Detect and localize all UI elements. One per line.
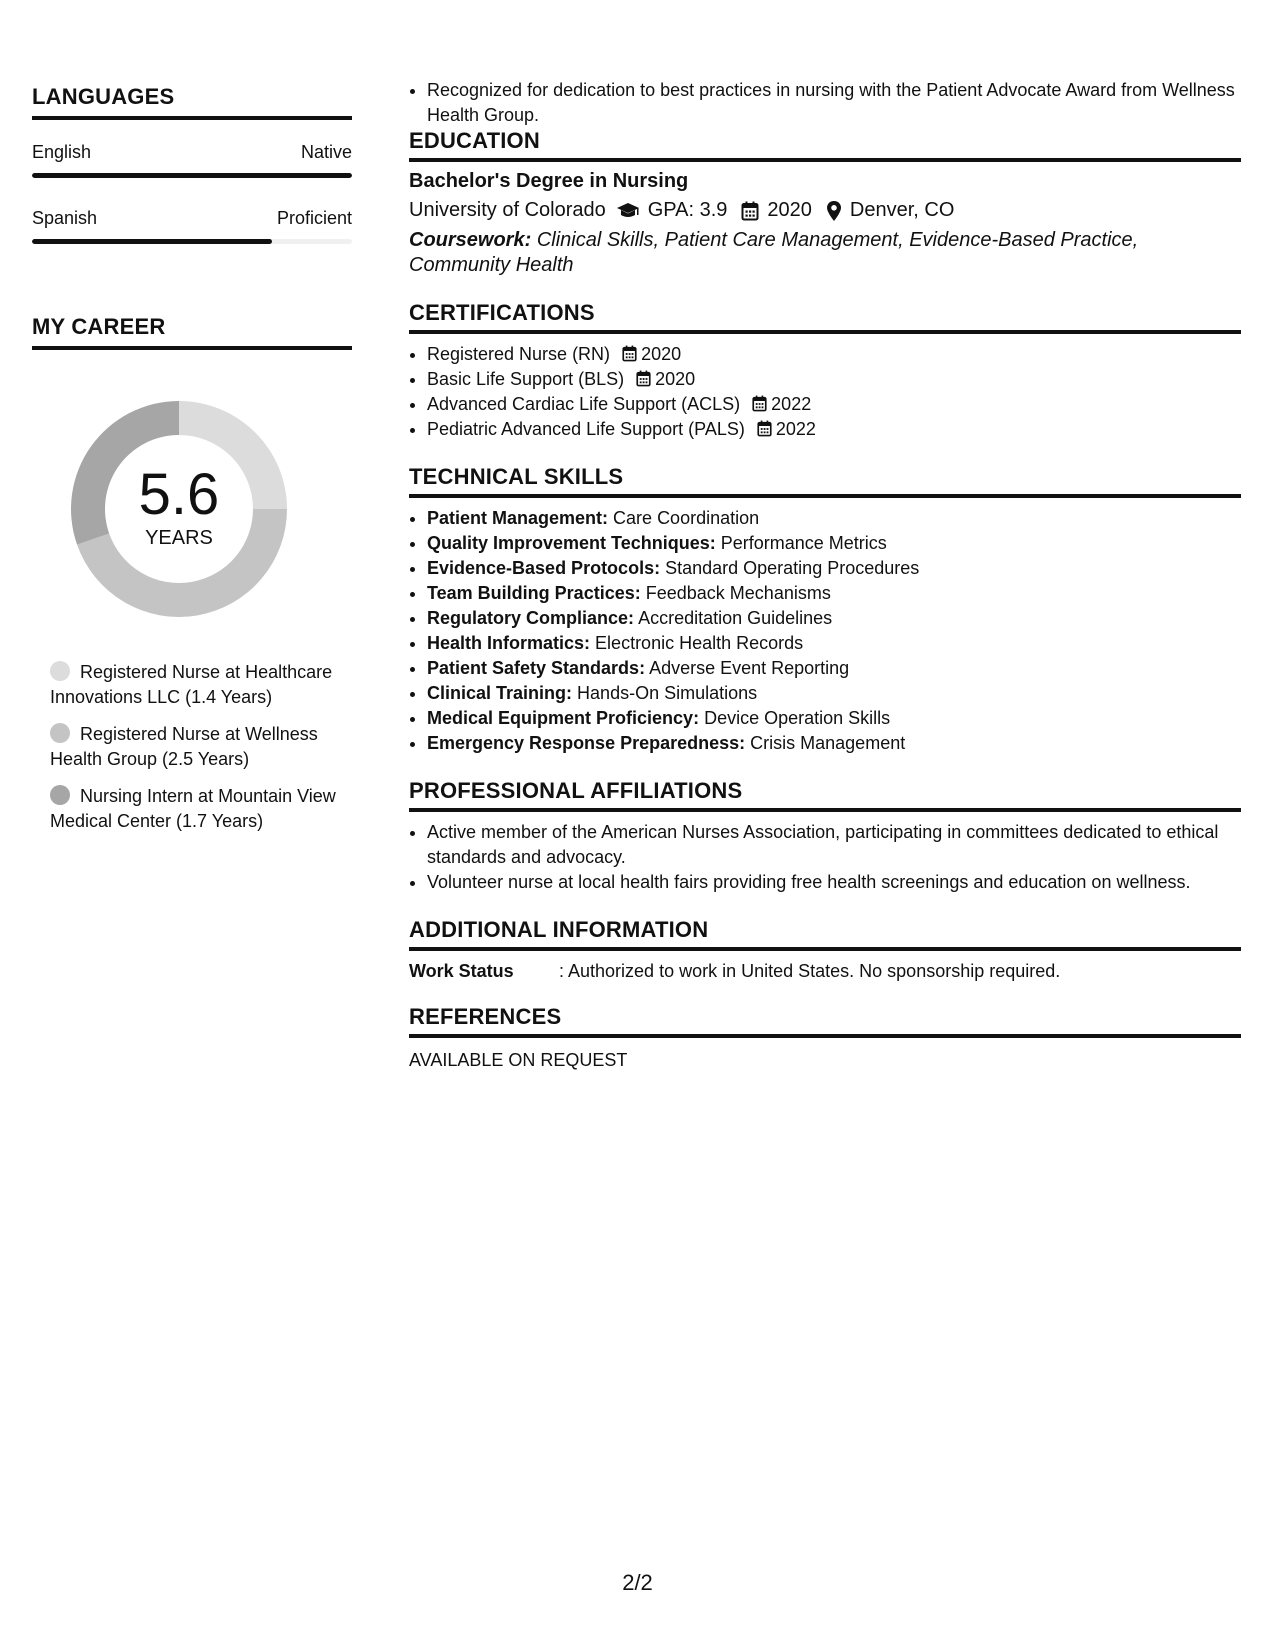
coursework-label: Coursework: bbox=[409, 229, 532, 251]
legend-label: Registered Nurse at Healthcare Innovations LLC (1.4 Years) bbox=[50, 662, 333, 707]
skill-detail: Device Operation Skills bbox=[704, 708, 891, 728]
skill-detail: Hands-On Simulations bbox=[577, 683, 758, 703]
technical-skills-section bbox=[409, 464, 1241, 756]
certification-date bbox=[752, 394, 811, 414]
education-location: Denver, CO bbox=[849, 199, 955, 221]
graduation-year: 2020 bbox=[767, 199, 812, 221]
certification-year: 2022 bbox=[771, 394, 812, 414]
skill-name: Team Building Practices: bbox=[427, 583, 641, 603]
certification-item bbox=[427, 342, 1241, 367]
language-proficiency-fill bbox=[32, 239, 272, 244]
career-section bbox=[32, 314, 352, 834]
career-legend bbox=[50, 660, 340, 834]
certification-date bbox=[636, 369, 695, 389]
skill-detail: Care Coordination bbox=[613, 508, 760, 528]
degree-title: Bachelor's Degree in Nursing bbox=[409, 170, 689, 192]
skill-name: Evidence-Based Protocols: bbox=[427, 558, 661, 578]
certification-date bbox=[757, 419, 816, 439]
certification-item bbox=[427, 367, 1241, 392]
affiliations-section bbox=[409, 778, 1241, 895]
calendar-icon bbox=[741, 201, 759, 221]
skill-detail: Electronic Health Records bbox=[595, 633, 804, 653]
career-heading: MY CAREER bbox=[32, 314, 352, 350]
calendar-icon bbox=[752, 395, 767, 412]
language-level: Proficient bbox=[276, 208, 352, 228]
additional-info-heading: ADDITIONAL INFORMATION bbox=[409, 917, 1241, 951]
certifications-list bbox=[409, 342, 1241, 442]
education-meta bbox=[409, 199, 1241, 222]
skill-item bbox=[427, 656, 1241, 681]
right-column bbox=[409, 78, 1241, 1093]
gpa: GPA: 3.9 bbox=[647, 199, 728, 221]
language-item bbox=[32, 208, 352, 244]
certification-name: Pediatric Advanced Life Support (PALS) bbox=[427, 419, 745, 439]
skill-item bbox=[427, 556, 1241, 581]
legend-label: Nursing Intern at Mountain View Medical Center (1.7 Years) bbox=[50, 786, 336, 831]
calendar-icon bbox=[636, 370, 651, 387]
experience-bullet: • Recognized for dedication to best practices in nursing with the Patient Advocate Award from Wellness Health Group. bbox=[427, 78, 1241, 128]
skill-detail: Accreditation Guidelines bbox=[638, 608, 833, 628]
language-name: Spanish bbox=[32, 208, 98, 228]
education-section bbox=[409, 128, 1241, 278]
affiliation-item: • Active member of the American Nurses Association, participating in committees dedicated to ethical standards and advocacy. bbox=[427, 820, 1241, 870]
calendar-icon bbox=[757, 420, 772, 437]
skill-name: Health Informatics: bbox=[427, 633, 591, 653]
career-legend-item bbox=[50, 784, 340, 834]
work-status-value: : Authorized to work in United States. No sponsorship required. bbox=[559, 961, 1061, 981]
legend-label: Registered Nurse at Wellness Health Group (2.5 Years) bbox=[50, 724, 318, 769]
work-status-label: Work Status bbox=[409, 961, 514, 981]
career-total-years: 5.6 bbox=[138, 461, 220, 527]
school-name: University of Colorado bbox=[409, 199, 606, 221]
legend-dot bbox=[50, 661, 70, 681]
certifications-section bbox=[409, 300, 1241, 442]
skill-item bbox=[427, 581, 1241, 606]
skill-item bbox=[427, 681, 1241, 706]
skill-name: Emergency Response Preparedness: bbox=[427, 733, 746, 753]
language-proficiency-bar bbox=[32, 173, 352, 178]
skill-item bbox=[427, 706, 1241, 731]
career-legend-item bbox=[50, 660, 340, 710]
experience-continuation-list bbox=[409, 78, 1241, 128]
technical-skills-heading: TECHNICAL SKILLS bbox=[409, 464, 1241, 498]
skill-item bbox=[427, 606, 1241, 631]
certification-item bbox=[427, 392, 1241, 417]
skill-item bbox=[427, 506, 1241, 531]
affiliation-item: • Volunteer nurse at local health fairs providing free health screenings and education on wellness. bbox=[427, 870, 1241, 895]
skill-item bbox=[427, 731, 1241, 756]
certification-name: Advanced Cardiac Life Support (ACLS) bbox=[427, 394, 741, 414]
skill-name: Medical Equipment Proficiency: bbox=[427, 708, 700, 728]
languages-heading: LANGUAGES bbox=[32, 84, 352, 120]
language-item bbox=[32, 142, 352, 178]
references-text: AVAILABLE ON REQUEST bbox=[409, 1050, 628, 1070]
work-status-row bbox=[409, 961, 1241, 982]
skill-name: Clinical Training: bbox=[427, 683, 573, 703]
skill-name: Regulatory Compliance: bbox=[427, 608, 635, 628]
legend-dot bbox=[50, 785, 70, 805]
skill-name: Patient Safety Standards: bbox=[427, 658, 646, 678]
skill-item bbox=[427, 631, 1241, 656]
skill-detail: Feedback Mechanisms bbox=[645, 583, 831, 603]
language-name: English bbox=[32, 142, 92, 162]
legend-dot bbox=[50, 723, 70, 743]
additional-info-section bbox=[409, 917, 1241, 982]
skill-item bbox=[427, 531, 1241, 556]
certification-year: 2020 bbox=[655, 369, 696, 389]
certification-year: 2022 bbox=[775, 419, 816, 439]
career-years-unit: YEARS bbox=[145, 526, 213, 549]
affiliations-heading: PROFESSIONAL AFFILIATIONS bbox=[409, 778, 1241, 812]
education-heading: EDUCATION bbox=[409, 128, 1241, 162]
certification-year: 2020 bbox=[641, 344, 682, 364]
language-proficiency-fill bbox=[32, 173, 352, 178]
career-legend-item bbox=[50, 722, 340, 772]
references-heading: REFERENCES bbox=[409, 1004, 1241, 1038]
page-number: 2/2 bbox=[622, 1570, 653, 1595]
affiliations-list bbox=[409, 820, 1241, 895]
language-level: Native bbox=[300, 142, 352, 162]
left-column bbox=[32, 84, 352, 846]
language-proficiency-bar bbox=[32, 239, 352, 244]
certification-date bbox=[622, 344, 681, 364]
coursework bbox=[409, 228, 1241, 278]
skill-name: Patient Management: bbox=[427, 508, 609, 528]
skill-detail: Crisis Management bbox=[750, 733, 906, 753]
coursework-text: Clinical Skills, Patient Care Management, Evidence-Based Practice, Community Health bbox=[409, 229, 1139, 276]
skill-detail: Adverse Event Reporting bbox=[649, 658, 850, 678]
certification-name: Basic Life Support (BLS) bbox=[427, 369, 625, 389]
calendar-icon bbox=[622, 345, 637, 362]
skill-detail: Performance Metrics bbox=[720, 533, 887, 553]
career-donut-chart bbox=[64, 394, 294, 624]
references-section bbox=[409, 1004, 1241, 1071]
graduation-cap-icon bbox=[616, 202, 640, 220]
skill-detail: Standard Operating Procedures bbox=[665, 558, 920, 578]
technical-skills-list bbox=[409, 506, 1241, 756]
map-pin-icon bbox=[826, 200, 842, 222]
certifications-heading: CERTIFICATIONS bbox=[409, 300, 1241, 334]
skill-name: Quality Improvement Techniques: bbox=[427, 533, 716, 553]
certification-item bbox=[427, 417, 1241, 442]
certification-name: Registered Nurse (RN) bbox=[427, 344, 611, 364]
